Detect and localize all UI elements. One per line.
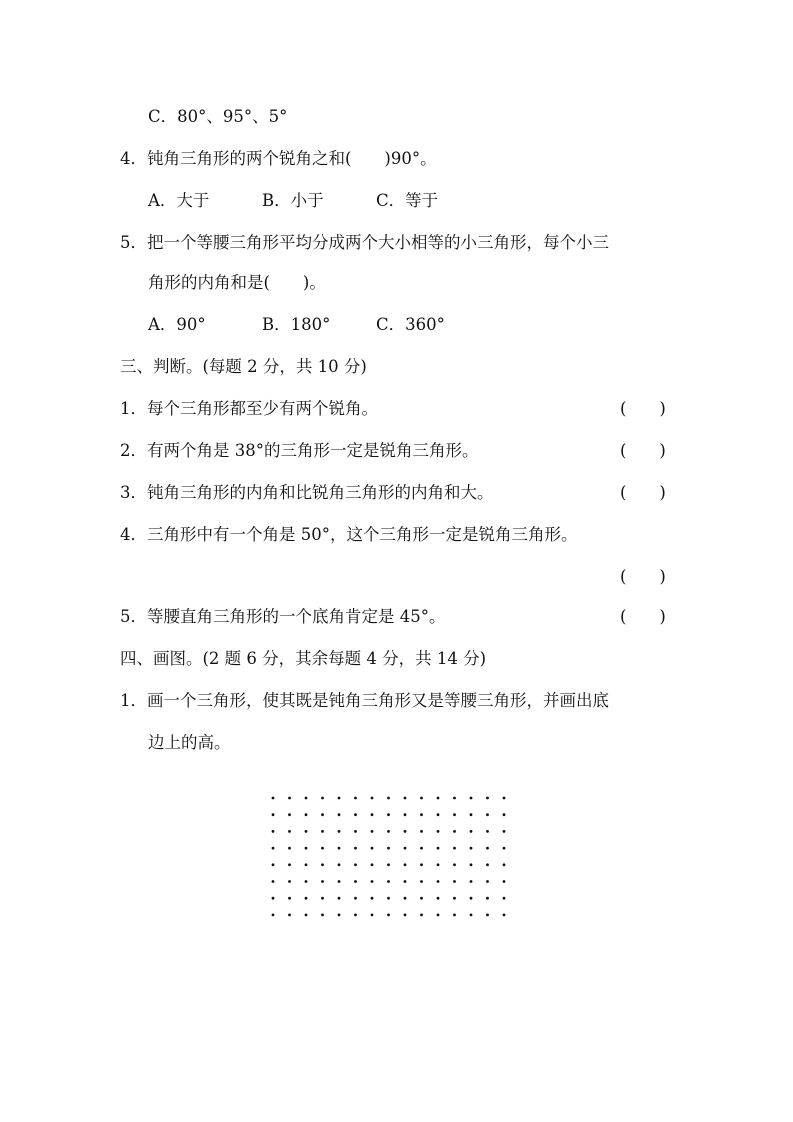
grid-dot [354, 830, 357, 833]
grid-dot [486, 830, 489, 833]
grid-dot [354, 880, 357, 883]
grid-dot [486, 880, 489, 883]
grid-dot [486, 897, 489, 900]
grid-dot [305, 830, 308, 833]
judge-item-3: 3．钝角三角形的内角和比锐角三角形的内角和大。 [120, 483, 494, 502]
grid-dot [503, 830, 506, 833]
judge-answer-3[interactable]: ( ) [620, 483, 666, 502]
grid-dot [437, 847, 440, 850]
grid-dot [321, 813, 324, 816]
section3-heading: 三、判断。(每题 2 分，共 10 分) [120, 357, 367, 376]
grid-dot [387, 797, 390, 800]
grid-dot [453, 914, 456, 917]
grid-dot [503, 880, 506, 883]
grid-dot [453, 880, 456, 883]
grid-dot [288, 813, 291, 816]
q4-option-c: C．等于 [376, 191, 439, 210]
grid-dot [503, 813, 506, 816]
judge-item-5: 5．等腰直角三角形的一个底角肯定是 45°。 [120, 607, 446, 626]
grid-dot [321, 914, 324, 917]
grid-dot [486, 797, 489, 800]
grid-dot [288, 914, 291, 917]
grid-dot [437, 797, 440, 800]
grid-dot [354, 813, 357, 816]
grid-dot [338, 797, 341, 800]
grid-dot [321, 847, 324, 850]
grid-dot [437, 830, 440, 833]
grid-dot [503, 863, 506, 866]
grid-dot [486, 813, 489, 816]
grid-dot [420, 863, 423, 866]
q4-option-b: B．小于 [262, 191, 324, 210]
grid-dot [354, 863, 357, 866]
grid-dot [404, 830, 407, 833]
grid-dot [453, 830, 456, 833]
judge-answer-2[interactable]: ( ) [620, 441, 666, 460]
grid-dot [404, 813, 407, 816]
grid-dot [305, 847, 308, 850]
grid-dot [371, 797, 374, 800]
grid-dot [470, 880, 473, 883]
grid-dot [437, 914, 440, 917]
judge-item-1: 1．每个三角形都至少有两个锐角。 [120, 399, 378, 418]
grid-dot [470, 914, 473, 917]
grid-dot [338, 914, 341, 917]
grid-dot [272, 863, 275, 866]
grid-dot [272, 797, 275, 800]
grid-dot [387, 847, 390, 850]
grid-dot [420, 847, 423, 850]
grid-dot [354, 847, 357, 850]
grid-dot [305, 813, 308, 816]
grid-dot [305, 863, 308, 866]
grid-dot [486, 863, 489, 866]
grid-dot [371, 830, 374, 833]
draw-q1-line2: 边上的高。 [148, 733, 231, 752]
grid-dot [288, 880, 291, 883]
grid-dot [470, 863, 473, 866]
grid-dot [387, 830, 390, 833]
grid-dot [371, 914, 374, 917]
grid-dot [288, 847, 291, 850]
grid-dot [470, 847, 473, 850]
q4-options [148, 190, 438, 212]
grid-dot [321, 830, 324, 833]
grid-dot [503, 847, 506, 850]
grid-dot [387, 863, 390, 866]
grid-dot [404, 863, 407, 866]
draw-q1-line1: 1．画一个三角形，使其既是钝角三角形又是等腰三角形，并画出底 [120, 691, 609, 710]
grid-dot [288, 830, 291, 833]
grid-dot [420, 880, 423, 883]
judge-answer-1[interactable]: ( ) [620, 399, 666, 418]
grid-dot [470, 797, 473, 800]
grid-dot [453, 847, 456, 850]
grid-dot [486, 914, 489, 917]
grid-dot [321, 897, 324, 900]
grid-dot [272, 897, 275, 900]
grid-dot [437, 863, 440, 866]
judge-answer-5[interactable]: ( ) [620, 607, 666, 626]
grid-dot [453, 897, 456, 900]
grid-dot [371, 863, 374, 866]
grid-dot [453, 797, 456, 800]
grid-dot [470, 830, 473, 833]
grid-dot [371, 813, 374, 816]
grid-dot [437, 880, 440, 883]
grid-dot [470, 897, 473, 900]
grid-dot [503, 897, 506, 900]
grid-dot [503, 797, 506, 800]
grid-dot [272, 830, 275, 833]
grid-dot [387, 897, 390, 900]
grid-dot [470, 813, 473, 816]
grid-dot [272, 914, 275, 917]
grid-dot [387, 914, 390, 917]
grid-dot [420, 813, 423, 816]
grid-dot [272, 847, 275, 850]
grid-dot [503, 914, 506, 917]
grid-dot [420, 914, 423, 917]
grid-dot [437, 897, 440, 900]
q5-stem-line2: 角形的内角和是( )。 [148, 273, 326, 292]
grid-dot [371, 847, 374, 850]
grid-dot [404, 914, 407, 917]
grid-dot [420, 797, 423, 800]
grid-dot [305, 880, 308, 883]
grid-dot [288, 863, 291, 866]
grid-dot [321, 880, 324, 883]
dot-grid[interactable] [270, 795, 526, 921]
grid-dot [371, 880, 374, 883]
q5-stem-line1: 5．把一个等腰三角形平均分成两个大小相等的小三角形，每个小三 [120, 233, 609, 252]
grid-dot [288, 897, 291, 900]
grid-dot [404, 897, 407, 900]
grid-dot [387, 880, 390, 883]
grid-dot [404, 880, 407, 883]
grid-dot [420, 897, 423, 900]
grid-dot [305, 897, 308, 900]
grid-dot [338, 863, 341, 866]
grid-dot [371, 897, 374, 900]
grid-dot [272, 813, 275, 816]
q3-option-c: C．80°、95°、5° [148, 107, 288, 126]
grid-dot [338, 897, 341, 900]
judge-answer-4[interactable]: ( ) [620, 567, 666, 586]
q4-option-a: A．大于 [148, 191, 210, 210]
grid-dot [437, 813, 440, 816]
grid-dot [338, 830, 341, 833]
q5-options [148, 314, 445, 336]
grid-dot [486, 847, 489, 850]
grid-dot [305, 797, 308, 800]
grid-dot [387, 813, 390, 816]
grid-dot [420, 830, 423, 833]
grid-dot [404, 847, 407, 850]
judge-item-4: 4．三角形中有一个角是 50°，这个三角形一定是锐角三角形。 [120, 525, 578, 544]
grid-dot [338, 813, 341, 816]
q4-stem: 4．钝角三角形的两个锐角之和( )90°。 [120, 149, 437, 168]
grid-dot [272, 880, 275, 883]
grid-dot [354, 897, 357, 900]
q5-option-a: A．90° [148, 315, 206, 334]
grid-dot [453, 813, 456, 816]
grid-dot [305, 914, 308, 917]
judge-item-2: 2．有两个角是 38°的三角形一定是锐角三角形。 [120, 441, 479, 460]
grid-dot [354, 797, 357, 800]
grid-dot [321, 797, 324, 800]
q5-option-c: C．360° [376, 315, 445, 334]
grid-dot [404, 797, 407, 800]
section4-heading: 四、画图。(2 题 6 分，其余每题 4 分，共 14 分) [120, 649, 487, 668]
grid-dot [453, 863, 456, 866]
grid-dot [338, 880, 341, 883]
q5-option-b: B．180° [262, 315, 331, 334]
grid-dot [288, 797, 291, 800]
grid-dot [354, 914, 357, 917]
grid-dot [338, 847, 341, 850]
grid-dot [321, 863, 324, 866]
